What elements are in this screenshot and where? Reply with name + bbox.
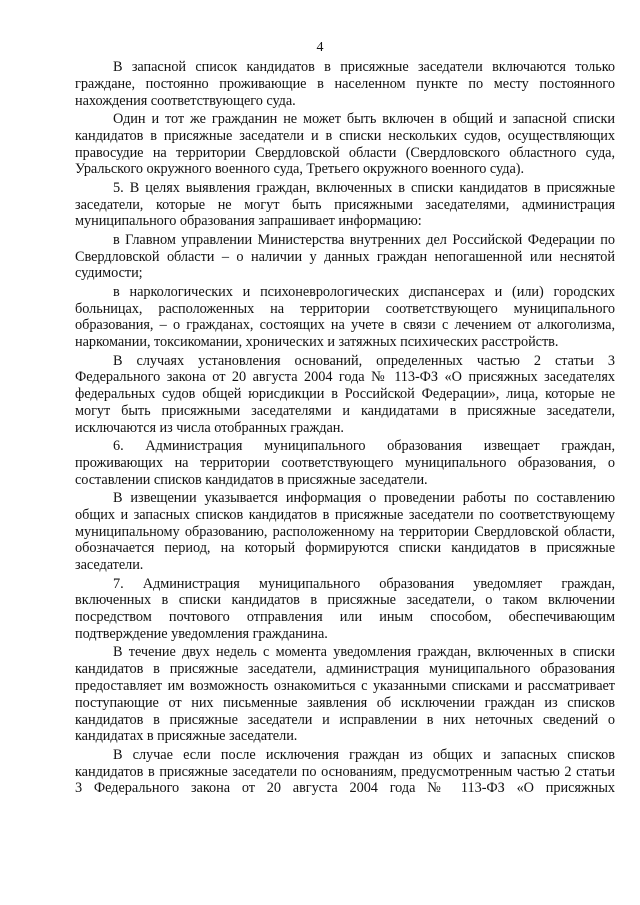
page-number: 4: [316, 40, 324, 55]
paragraph-two-weeks: В течение двух недель с момента уведомления граждан, включенных в списки кандидатов в присяжные заседатели, администрация муниципального образования предоставляет им возможность ознакомиться с указанными списками и рассматривает поступающие от них письменные заявления об исключении граждан из списков кандидатов в присяжные заседатели и исправлении в них неточных сведений о кандидатах в присяжные заседатели.: [75, 644, 615, 745]
paragraph-item-6: 6. Администрация муниципального образования извещает граждан, проживающих на территории соответствующего муниципального образования, о составлении списков кандидатов в присяжные заседатели.: [75, 438, 615, 488]
paragraph-item-5: 5. В целях выявления граждан, включенных в списки кандидатов в присяжные заседатели, которые не могут быть присяжными заседателями, администрация муниципального образования запрашивает информацию:: [75, 179, 615, 230]
paragraph-item-7: 7. Администрация муниципального образования уведомляет граждан, включенных в списки кандидатов в присяжные заседатели, о таком включении посредством почтового отправления или иным способом, обеспечивающим подтверждение уведомления гражданина.: [75, 575, 615, 643]
paragraph-reserve-list: В запасной список кандидатов в присяжные заседатели включаются только граждане, постоянно проживающие в населенном пункте по месту постоянного нахождения соответствующего суда.: [75, 59, 615, 109]
paragraph-after-exclusion: В случае если после исключения граждан из общих и запасных списков кандидатов в присяжные заседатели по основаниям, предусмотренным частью 2 статьи 3 Федерального закона от 20 августа 2004 года № 113-ФЗ «О присяжных: [75, 746, 615, 797]
paragraph-interior-ministry: в Главном управлении Министерства внутренних дел Российской Федерации по Свердловской области – о наличии у данных граждан непогашенной или неснятой судимости;: [75, 231, 615, 282]
paragraph-dispensaries: в наркологических и психоневрологических диспансерах и (или) городских больницах, расположенных на территории соответствующего муниципального образования, – о гражданах, состоящих на учете в связи с лечением от алкоголизма, наркомании, токсикомании, хронических и затяжных психических расстройств.: [75, 283, 615, 351]
paragraph-notice-content: В извещении указывается информация о проведении работы по составлению общих и запасных списков кандидатов в присяжные заседатели по соответствующему муниципальному образованию, расположенному на территории Свердловской области, обозначается период, на который формируются списки кандидатов в присяжные заседатели.: [75, 490, 615, 574]
paragraph-exclusion-grounds: В случаях установления оснований, определенных частью 2 статьи 3 Федерального закона от 20 августа 2004 года № 113-ФЗ «О присяжных заседателях федеральных судов общей юрисдикции в Российской Федерации», лица, которые не могут быть присяжными заседателями и кандидатами в присяжные заседатели, исключаются из числа отобранных граждан.: [75, 352, 615, 436]
document-body: [75, 59, 615, 799]
paragraph-single-inclusion: Один и тот же гражданин не может быть включен в общий и запасной списки кандидатов в присяжные заседатели и в списки нескольких судов, осуществляющих правосудие на территории Свердловской области (Свердловского областного суда, Уральского окружного военного суда, Третьего окружного военного суда).: [75, 110, 615, 178]
